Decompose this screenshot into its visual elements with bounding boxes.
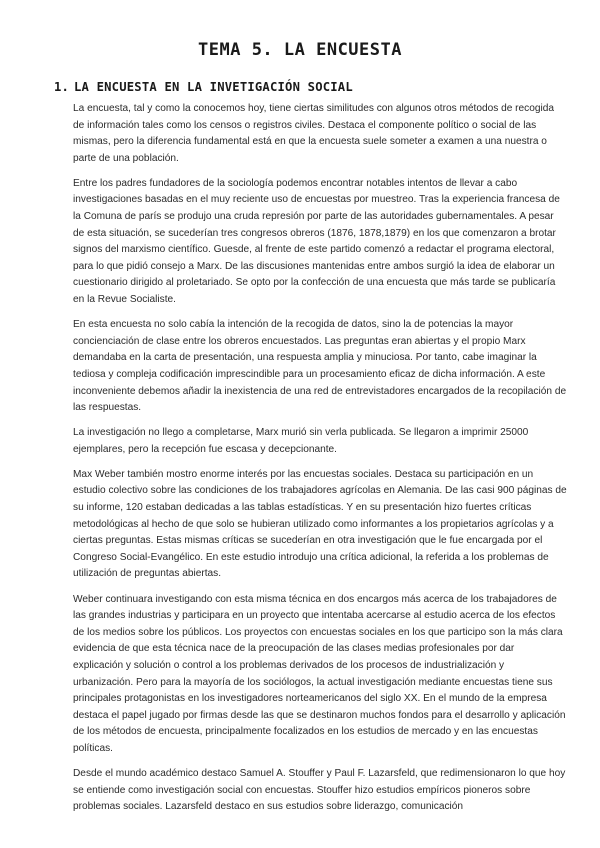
paragraph-academic: Desde el mundo académico destaco Samuel A. Stouffer y Paul F. Lazarsfeld, que redimensionaron lo que hoy se entiende como investigación social con encuestas. Stouffer hizo estudios empíricos pioneros sobre problemas sociales. Lazarsfeld destaco en sus estudios sobre liderazgo, comunicación xyxy=(73,767,566,813)
paragraph-weber-continued: Weber continuara investigando con esta misma técnica en dos encargos más acerca de los trabajadores de las grandes industrias y participara en un proyecto que intentaba acercarse al estudio acerca de los efectos de los medios sobre los públicos. Los proyectos con encuestas sociales en los que participo son la más clara evidencia de que esta técnica nace de la preocupación de las clases medias profesionales por dar explicación y solución o control a los problemas derivados de los procesos de industrialización y urbanización. Pero para la mayoría de los sociólogos, la actual investigación mediante encuestas tiene sus principales protagonistas en los investigadores norteamericanos del siglo XX. En el mundo de la empresa destaca el papel jugado por firmas desde las que se destinaron muchos fondos para el desarrollo y aplicación de los métodos de encuesta, principalmente focalizados en los estudios de mercado y en las encuestas políticas. xyxy=(73,593,566,754)
section-heading xyxy=(54,80,353,94)
paragraph-intro: La encuesta, tal y como la conocemos hoy, tiene ciertas similitudes con algunos otros métodos de recogida de información tales como los censos o registros civiles. Destaca el componente político o social de las mismas, pero la diferencia fundamental está en que la encuesta suele someter a examen a una nuestra o parte de una población. xyxy=(73,103,555,164)
paragraph-marx-outcome: La investigación no llego a completarse, Marx murió sin verla publicada. Se llegaron a imprimir 25000 ejemplares, pero la recepción fue escasa y decepcionante. xyxy=(73,427,529,455)
page-title: TEMA 5. LA ENCUESTA xyxy=(198,40,402,60)
section-number: 1. xyxy=(54,80,70,94)
section-title: LA ENCUESTA EN LA INVETIGACIÓN SOCIAL xyxy=(74,80,353,94)
paragraph-marx-survey: En esta encuesta no solo cabía la intención de la recogida de datos, sino la de potencias la mayor concienciación de clase entre los obreros encuestados. Las preguntas eran abiertas y el propio Marx demandaba en la carta de presentación, una respuesta amplia y minuciosa. Por tanto, cabe imaginar la tediosa y compleja codificación imprescindible para un procesamiento eficaz de dicha información. A este inconveniente debemos añadir la inexistencia de una red de entrevistadores encargados de la recopilación de las respuestas. xyxy=(73,319,567,414)
paragraph-weber: Max Weber también mostro enorme interés por las encuestas sociales. Destaca su participación en un estudio colectivo sobre las condiciones de los trabajadores agrícolas en Alemania. De las casi 900 páginas de su informe, 120 estaban dedicadas a las tablas estadísticas. Y en su presentación hizo fuertes críticas metodológicas al hecho de que solo se hubieran utilizado como informantes a los propietarios agrícolas y a ciertas preguntas. Estas mismas críticas se sucederían en otra investigación que le fue encargada por el Congreso Social-Evangélico. En este estudio introdujo una crítica adicional, la referida a los problemas de utilización de preguntas abiertas. xyxy=(73,468,567,580)
paragraph-founders: Entre los padres fundadores de la sociología podemos encontrar notables intentos de llevar a cabo investigaciones basadas en el muy reciente uso de encuestas por muestreo. Tras la experiencia francesa de la Comuna de parís se produjo una cruda represión por parte de las autoridades gubernamentales. A pesar de esta situación, se sucederían tres congresos obreros (1876, 1878,1879) en los que comenzaron a brotar signos del marxismo científico. Guesde, al frente de este partido comenzó a redactar el programa electoral, para lo que pidió consejo a Marx. De las discusiones mantenidas entre ambos surgió la idea de elaborar un cuestionario dirigido al proletariado. Se opto por la confección de una encuesta que más tarde se publicaría en la Revue Socialiste. xyxy=(73,177,560,306)
section-body xyxy=(73,101,567,824)
